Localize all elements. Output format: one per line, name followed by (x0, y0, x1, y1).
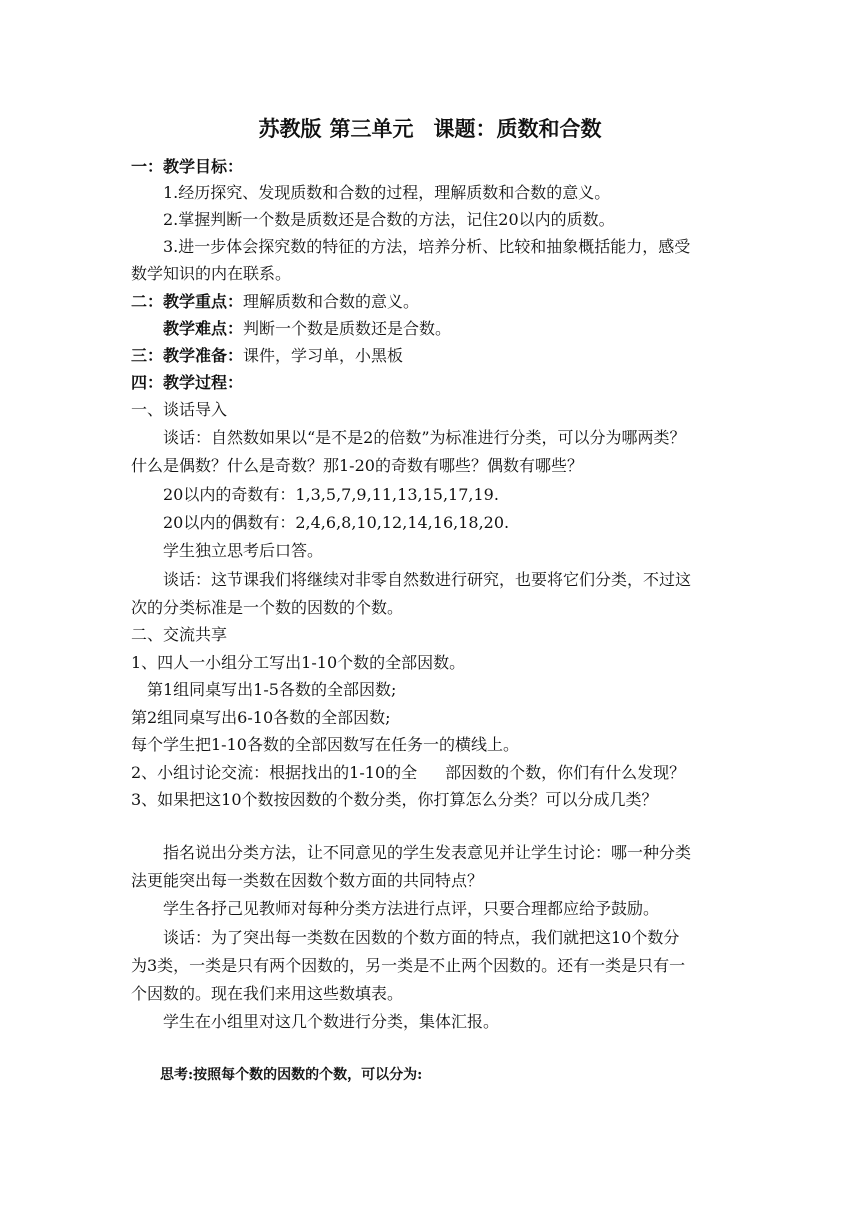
key-points-text: 理解质数和合数的意义。 (243, 292, 420, 311)
objective-item-3-cont: 数学知识的内在联系。 (131, 264, 292, 283)
paragraph-part: 部因数的个数，你们有什么发现？ (445, 763, 686, 782)
part-share-heading: 二、交流共享 (131, 625, 228, 644)
paragraph: 谈话：自然数如果以“是不是2的倍数”为标准进行分类，可以分为哪两类？ (163, 428, 686, 447)
title-unit: 第三单元 (329, 116, 414, 141)
difficulties-text: 判断一个数是质数还是合数。 (243, 319, 452, 338)
paragraph (131, 761, 685, 785)
key-points-heading: 二：教学重点： (131, 292, 244, 311)
paragraph: 20以内的奇数有：1,3,5,7,9,11,13,15,17,19. (163, 485, 499, 504)
section-difficulties (163, 317, 451, 341)
preparation-text: 课件，学习单，小黑板 (243, 346, 404, 365)
paragraph: 个因数的。现在我们来用这些数填表。 (131, 984, 404, 1003)
section-process-heading: 四：教学过程： (131, 373, 244, 392)
objective-item-3: 3.进一步体会探究数的特征的方法，培养分析、比较和抽象概括能力，感受 (163, 237, 691, 256)
paragraph: 1、四人一小组分工写出1-10个数的全部因数。 (131, 653, 466, 672)
paragraph: 第1组同桌写出1-5各数的全部因数; (147, 680, 397, 699)
paragraph: 次的分类标准是一个数的因数的个数。 (131, 598, 404, 617)
thinking-prompt: 思考:按照每个数的因数的个数，可以分为: (160, 1067, 423, 1083)
paragraph-part: 2、小组讨论交流：根据找出的1-10的全 (131, 763, 418, 782)
paragraph: 20以内的偶数有：2,4,6,8,10,12,14,16,18,20. (163, 513, 510, 532)
part-intro-heading: 一、谈话导入 (131, 400, 228, 419)
section-key-points (131, 290, 419, 314)
paragraph: 为3类，一类是只有两个因数的，另一类是不止两个因数的。还有一类是只有一 (131, 956, 686, 975)
page-title (0, 115, 860, 143)
paragraph: 谈话：为了突出每一类数在因数的个数方面的特点，我们就把这10个数分 (163, 928, 680, 947)
title-edition: 苏教版 (258, 116, 322, 141)
preparation-heading: 三：教学准备： (131, 346, 244, 365)
paragraph: 第2组同桌写出6-10各数的全部因数; (131, 708, 391, 727)
difficulties-heading: 教学难点： (163, 319, 244, 338)
paragraph: 指名说出分类方法，让不同意见的学生发表意见并让学生讨论：哪一种分类 (163, 843, 692, 862)
title-topic: 课题：质数和合数 (433, 116, 602, 141)
paragraph: 学生各抒己见教师对每种分类方法进行点评，只要合理都应给予鼓励。 (163, 899, 660, 918)
paragraph: 3、如果把这10个数按因数的个数分类，你打算怎么分类？可以分成几类？ (131, 790, 658, 809)
paragraph: 学生在小组里对这几个数进行分类，集体汇报。 (163, 1012, 500, 1031)
paragraph: 法更能突出每一类数在因数个数方面的共同特点？ (131, 871, 484, 890)
objective-item-2: 2.掌握判断一个数是质数还是合数的方法，记住20以内的质数。 (163, 210, 615, 229)
paragraph: 每个学生把1-10各数的全部因数写在任务一的横线上。 (131, 735, 519, 754)
paragraph: 学生独立思考后口答。 (163, 541, 324, 560)
paragraph: 谈话：这节课我们将继续对非零自然数进行研究，也要将它们分类，不过这 (163, 570, 692, 589)
section-objectives-heading: 一：教学目标： (131, 157, 244, 176)
paragraph: 什么是偶数？什么是奇数？那1-20的奇数有哪些？偶数有哪些？ (131, 456, 583, 475)
objective-item-1: 1.经历探究、发现质数和合数的过程，理解质数和合数的意义。 (163, 183, 611, 202)
section-preparation (131, 344, 403, 368)
